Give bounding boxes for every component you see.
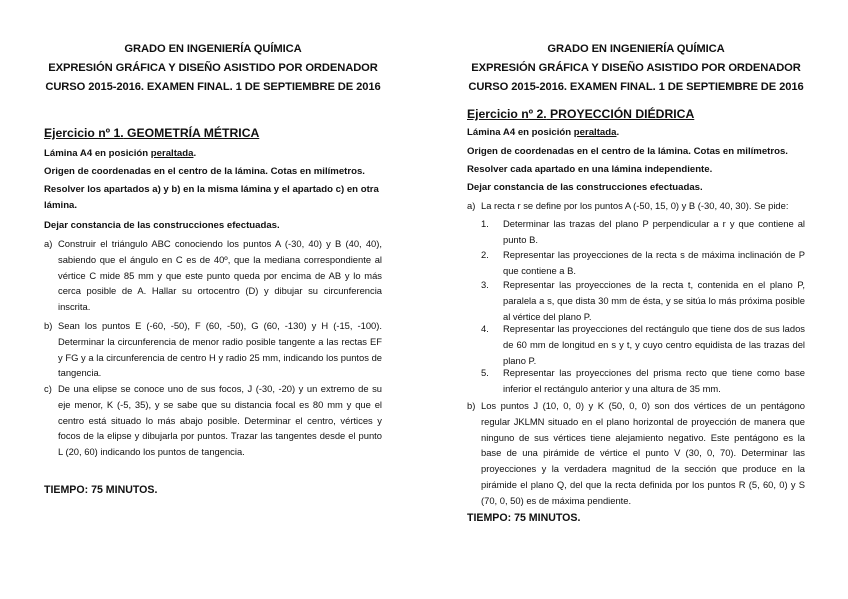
subquestion-1: 1. Determinar las trazas del plano P perpendicular a r y que contiene al punto B. [481,218,805,245]
header-degree: GRADO EN INGENIERÍA QUÍMICA [124,43,302,55]
origin-instruction: Origen de coordenadas en el centro de la lámina. Cotas en milímetros. [467,146,788,157]
question-b: b) Sean los puntos E (-60, -50), F (60, -50), G (60, -130) y H (-15, -100). Determinar la circunferencia de menor radio posible tangente a las rectas EF y FG y a la circunferencia de centro H y radio 25 mm, indicando los puntos de tangencia. [44,320,382,379]
subquestion-2: 2. Representar las proyecciones de la recta s de máxima inclinación de P que contiene a B. [481,249,805,276]
header-degree: GRADO EN INGENIERÍA QUÍMICA [547,43,725,55]
subquestion-5: 5. Representar las proyecciones del prisma recto que tiene como base inferior el rectángulo anterior y una altura de 35 mm. [481,367,805,394]
constructions-instruction: Dejar constancia de las construcciones efectuadas. [44,220,280,231]
question-a: a) La recta r se define por los puntos A (-50, 15, 0) y B (-30, 40, 30). Se pide: [467,200,789,211]
origin-instruction: Origen de coordenadas en el centro de la lámina. Cotas en milímetros. [44,166,365,177]
header-course: EXPRESIÓN GRÁFICA Y DISEÑO ASISTIDO POR ORDENADOR [471,62,801,74]
resolve-instruction: Resolver los apartados a) y b) en la misma lámina y el apartado c) en otra lámina. [44,184,379,211]
constructions-instruction: Dejar constancia de las construcciones efectuadas. [467,182,703,193]
exercise-2-title: Ejercicio nº 2. PROYECCIÓN DIÉDRICA [467,107,695,121]
subquestion-3: 3. Representar las proyecciones de la recta t, contenida en el plano P, paralela a s, que dista 30 mm de ésta, y se sitúa lo más próxima posible al vértice del plano P. [481,279,805,322]
lamina-instruction: Lámina A4 en posición peraltada. [467,127,620,138]
question-a: a) Construir el triángulo ABC conociendo los puntos A (-30, 40) y B (40, 40), sabiendo que el ángulo en C es de 40º, que la mediana correspondiente al vértice C mide 85 mm y que este punto queda por encima de AB y lo más cerca posible de A. Hallar su ortocentro (D) y dibujar su circunferencia inscrita. [44,238,382,313]
lamina-instruction: Lámina A4 en posición peraltada. [44,148,197,159]
header-course: EXPRESIÓN GRÁFICA Y DISEÑO ASISTIDO POR ORDENADOR [48,62,378,74]
question-c: c) De una elipse se conoce uno de sus focos, J (-30, -20) y un extremo de su eje menor, K (-5, 35), y se sabe que su distancia focal es 80 mm y que el centro está situado lo más abajo posible. Determinar el centro, vértices y focos de la elipse y dibujarla por puntos. Trazar las tangentes desde el punto L (20, 60) indicando los puntos de tangencia. [44,383,382,458]
time-limit: TIEMPO: 75 MINUTOS. [44,484,158,496]
time-limit: TIEMPO: 75 MINUTOS. [467,512,581,524]
exercise-1-title: Ejercicio nº 1. GEOMETRÍA MÉTRICA [44,126,260,140]
header-exam: CURSO 2015-2016. EXAMEN FINAL. 1 DE SEPTIEMBRE DE 2016 [45,81,381,93]
subquestion-4: 4. Representar las proyecciones del rectángulo que tiene dos de sus lados de 60 mm de longitud en s y t, y cuyo centro equidista de las trazas del plano P. [481,323,805,366]
question-b: b) Los puntos J (10, 0, 0) y K (50, 0, 0) son dos vértices de un pentágono regular JKLMN situado en el plano horizontal de proyección de manera que ninguno de sus vértices tiene alejamiento negativo. Este pentágono es la base de una pirámide de vértice el punto V (30, 0, 70). Determinar las proyecciones y la verdadera magnitud de la sección que produce en la pirámide el plano Q, del que la recta definida por los puntos R (5, 60, 0) y S (70, 0, 50) es de máxima pendiente. [467,400,805,506]
header-exam: CURSO 2015-2016. EXAMEN FINAL. 1 DE SEPTIEMBRE DE 2016 [468,81,804,93]
resolve-instruction: Resolver cada apartado en una lámina independiente. [467,164,713,175]
